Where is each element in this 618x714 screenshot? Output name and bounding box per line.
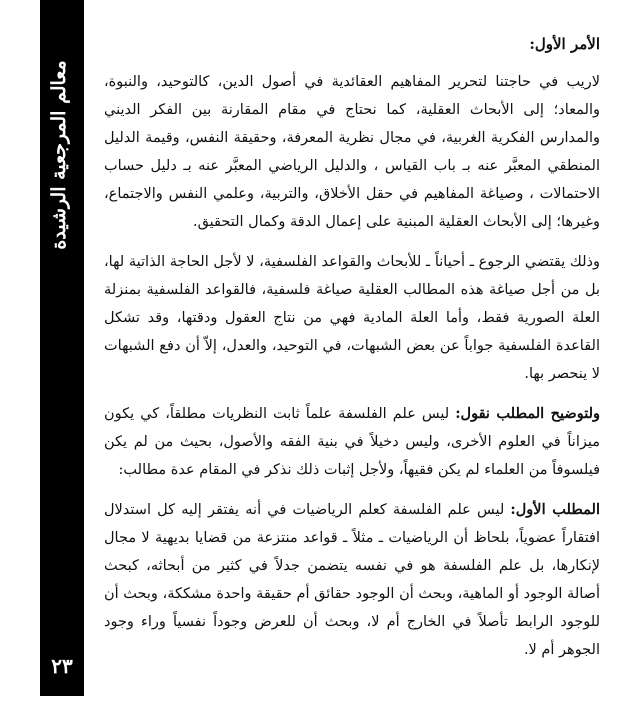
paragraph-lead: ولتوضيح المطلب نقول:	[455, 405, 600, 422]
running-title-text: معالم المرجعية الرشيدة	[48, 60, 70, 250]
paragraph	[104, 400, 600, 484]
page-body	[104, 30, 600, 676]
paragraph-text: وذلك يقتضي الرجوع ـ أحياناً ـ للأبحاث والقواعد الفلسفية، لا لأجل الحاجة الذاتية لها، بل من أجل صياغة هذه المطالب العقلية صياغة فلسفية، فالقواعد الفلسفية بمنزلة العلة الصورية فقط، وأما العلة المادية فهي من نتاج العقول ودقتها، وقد تشكل القاعدة الفلسفية جواباً عن بعض الشبهات، في التوحيد، والعدل، إلاّ أن دفع الشبهات لا ينحصر بها.	[104, 254, 600, 382]
paragraph	[104, 248, 600, 388]
paragraph	[104, 68, 600, 236]
paragraph-lead: المطلب الأول:	[510, 501, 600, 518]
paragraph-text: ليس علم الفلسفة كعلم الرياضيات في أنه يفتقر إليه كل استدلال افتقاراً عضوياً، بلحاظ أن الرياضيات ـ مثلاً ـ قواعد منتزعة من قضايا بديهية لا مجال لإنكارها، بل علم الفلسفة هو في نفسه يتضمن جدلاً في كثير من أبحاثه، كبحث أصالة الوجود أو الماهية، وبحث أن الوجود حقائق أم حقيقة واحدة مشككة، وبحث أن للوجود الرابط تأصلاً في الخارج أم لا، وبحث أن للعرض وجوداً نفسياً وراء وجود الجوهر أم لا.	[104, 502, 600, 658]
paragraph-text: ليس علم الفلسفة علماً ثابت النظريات مطلقاً، كي يكون ميزاناً في العلوم الأخرى، وليس دخيلاً في بنية الفقه والأصول، بحيث من لم يكن فيلسوفاً من العلماء لم يكن فقيهاً، ولأجل إثبات ذلك نذكر في المقام عدة مطالب:	[104, 406, 600, 478]
section-heading: الأمر الأول:	[529, 35, 600, 53]
paragraph	[104, 496, 600, 664]
page-number: ٢٣	[51, 654, 73, 678]
paragraph-text: لاريب في حاجتنا لتحرير المفاهيم العقائدية في أصول الدين، كالتوحيد، والنبوة، والمعاد؛ إلى الأبحاث العقلية، كما نحتاج في مقام المقارنة بين الفكر الديني والمدارس الفكرية الغربية، في مجال نظرية المعرفة، وحقيقة النفس، وقيمة الدليل المنطقي المعبَّر عنه بـ باب القياس ، والدليل الرياضي المعبَّر عنه بـ دليل حساب الاحتمالات ، وصياغة المفاهيم في حقل الأخلاق، والتربية، وعلمي النفس والاجتماع، وغيرها؛ إلى الأبحاث العقلية المبنية على إعمال الدقة وكمال التحقيق.	[104, 74, 600, 230]
